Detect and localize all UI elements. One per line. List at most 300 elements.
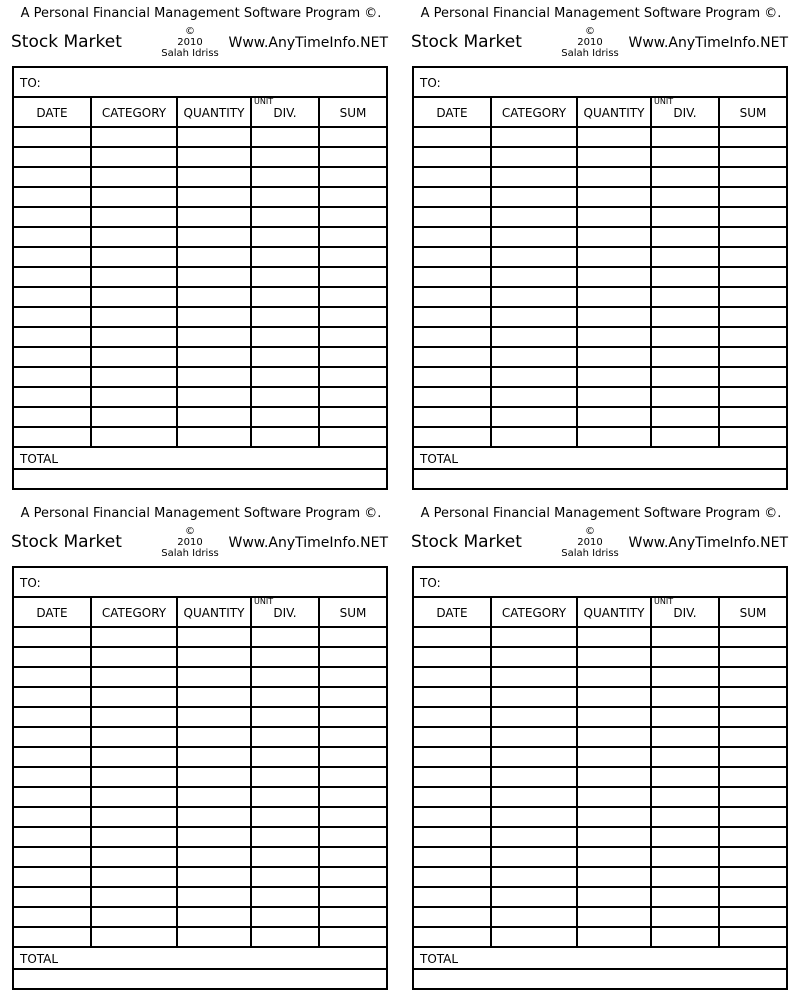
sum-cell[interactable] xyxy=(720,828,786,846)
category-cell[interactable] xyxy=(92,288,178,306)
unit-div-cell[interactable] xyxy=(252,668,320,686)
quantity-cell[interactable] xyxy=(578,168,652,186)
unit-div-cell[interactable] xyxy=(252,628,320,646)
quantity-cell[interactable] xyxy=(578,248,652,266)
sum-cell[interactable] xyxy=(320,808,386,826)
quantity-cell[interactable] xyxy=(178,908,252,926)
sum-cell[interactable] xyxy=(320,168,386,186)
quantity-cell[interactable] xyxy=(578,268,652,286)
unit-div-cell[interactable] xyxy=(652,308,720,326)
category-cell[interactable] xyxy=(92,128,178,146)
unit-div-cell[interactable] xyxy=(252,888,320,906)
category-cell[interactable] xyxy=(92,708,178,726)
date-cell[interactable] xyxy=(14,748,92,766)
quantity-cell[interactable] xyxy=(578,128,652,146)
quantity-cell[interactable] xyxy=(578,188,652,206)
date-cell[interactable] xyxy=(14,848,92,866)
quantity-cell[interactable] xyxy=(178,128,252,146)
sum-cell[interactable] xyxy=(320,788,386,806)
date-cell[interactable] xyxy=(414,628,492,646)
quantity-cell[interactable] xyxy=(178,928,252,946)
unit-div-cell[interactable] xyxy=(252,208,320,226)
quantity-cell[interactable] xyxy=(578,228,652,246)
sum-cell[interactable] xyxy=(720,268,786,286)
date-cell[interactable] xyxy=(14,908,92,926)
quantity-cell[interactable] xyxy=(178,628,252,646)
unit-div-cell[interactable] xyxy=(252,908,320,926)
date-cell[interactable] xyxy=(14,428,92,446)
category-cell[interactable] xyxy=(92,228,178,246)
quantity-cell[interactable] xyxy=(178,188,252,206)
date-cell[interactable] xyxy=(14,808,92,826)
unit-div-cell[interactable] xyxy=(652,908,720,926)
category-cell[interactable] xyxy=(92,208,178,226)
unit-div-cell[interactable] xyxy=(252,288,320,306)
sum-cell[interactable] xyxy=(720,128,786,146)
sum-cell[interactable] xyxy=(720,188,786,206)
category-cell[interactable] xyxy=(492,168,578,186)
quantity-cell[interactable] xyxy=(578,728,652,746)
unit-div-cell[interactable] xyxy=(652,348,720,366)
date-cell[interactable] xyxy=(414,788,492,806)
quantity-cell[interactable] xyxy=(178,288,252,306)
category-cell[interactable] xyxy=(492,228,578,246)
date-cell[interactable] xyxy=(414,708,492,726)
unit-div-cell[interactable] xyxy=(652,388,720,406)
date-cell[interactable] xyxy=(14,208,92,226)
date-cell[interactable] xyxy=(414,868,492,886)
category-cell[interactable] xyxy=(492,768,578,786)
unit-div-cell[interactable] xyxy=(652,708,720,726)
category-cell[interactable] xyxy=(492,348,578,366)
category-cell[interactable] xyxy=(492,428,578,446)
quantity-cell[interactable] xyxy=(578,628,652,646)
date-cell[interactable] xyxy=(14,148,92,166)
sum-cell[interactable] xyxy=(720,328,786,346)
unit-div-cell[interactable] xyxy=(252,308,320,326)
sum-cell[interactable] xyxy=(320,188,386,206)
date-cell[interactable] xyxy=(14,228,92,246)
category-cell[interactable] xyxy=(92,648,178,666)
category-cell[interactable] xyxy=(492,708,578,726)
unit-div-cell[interactable] xyxy=(652,188,720,206)
quantity-cell[interactable] xyxy=(578,648,652,666)
unit-div-cell[interactable] xyxy=(252,368,320,386)
date-cell[interactable] xyxy=(414,128,492,146)
total-value-field[interactable] xyxy=(14,970,386,988)
sum-cell[interactable] xyxy=(320,848,386,866)
sum-cell[interactable] xyxy=(720,248,786,266)
category-cell[interactable] xyxy=(492,748,578,766)
category-cell[interactable] xyxy=(92,348,178,366)
date-cell[interactable] xyxy=(14,368,92,386)
unit-div-cell[interactable] xyxy=(252,128,320,146)
sum-cell[interactable] xyxy=(720,888,786,906)
quantity-cell[interactable] xyxy=(178,788,252,806)
quantity-cell[interactable] xyxy=(178,868,252,886)
category-cell[interactable] xyxy=(92,888,178,906)
date-cell[interactable] xyxy=(14,888,92,906)
unit-div-cell[interactable] xyxy=(252,848,320,866)
quantity-cell[interactable] xyxy=(178,148,252,166)
total-value-field[interactable] xyxy=(414,470,786,488)
category-cell[interactable] xyxy=(92,268,178,286)
category-cell[interactable] xyxy=(492,208,578,226)
date-cell[interactable] xyxy=(414,768,492,786)
date-cell[interactable] xyxy=(414,808,492,826)
unit-div-cell[interactable] xyxy=(652,788,720,806)
category-cell[interactable] xyxy=(92,248,178,266)
unit-div-cell[interactable] xyxy=(252,768,320,786)
sum-cell[interactable] xyxy=(720,908,786,926)
unit-div-cell[interactable] xyxy=(252,268,320,286)
sum-cell[interactable] xyxy=(320,748,386,766)
category-cell[interactable] xyxy=(492,628,578,646)
unit-div-cell[interactable] xyxy=(252,688,320,706)
category-cell[interactable] xyxy=(92,388,178,406)
to-field[interactable] xyxy=(14,568,386,598)
sum-cell[interactable] xyxy=(320,128,386,146)
date-cell[interactable] xyxy=(14,628,92,646)
date-cell[interactable] xyxy=(14,328,92,346)
quantity-cell[interactable] xyxy=(578,148,652,166)
category-cell[interactable] xyxy=(92,788,178,806)
quantity-cell[interactable] xyxy=(578,208,652,226)
unit-div-cell[interactable] xyxy=(652,668,720,686)
category-cell[interactable] xyxy=(92,168,178,186)
sum-cell[interactable] xyxy=(320,688,386,706)
quantity-cell[interactable] xyxy=(178,308,252,326)
date-cell[interactable] xyxy=(14,388,92,406)
quantity-cell[interactable] xyxy=(578,808,652,826)
date-cell[interactable] xyxy=(14,288,92,306)
unit-div-cell[interactable] xyxy=(652,248,720,266)
date-cell[interactable] xyxy=(414,928,492,946)
category-cell[interactable] xyxy=(492,148,578,166)
total-row[interactable] xyxy=(14,448,386,470)
unit-div-cell[interactable] xyxy=(252,148,320,166)
sum-cell[interactable] xyxy=(720,808,786,826)
category-cell[interactable] xyxy=(492,128,578,146)
unit-div-cell[interactable] xyxy=(252,808,320,826)
to-field[interactable] xyxy=(414,68,786,98)
sum-cell[interactable] xyxy=(720,168,786,186)
quantity-cell[interactable] xyxy=(178,748,252,766)
quantity-cell[interactable] xyxy=(178,808,252,826)
quantity-cell[interactable] xyxy=(578,288,652,306)
sum-cell[interactable] xyxy=(320,428,386,446)
unit-div-cell[interactable] xyxy=(652,628,720,646)
unit-div-cell[interactable] xyxy=(652,268,720,286)
sum-cell[interactable] xyxy=(720,628,786,646)
sum-cell[interactable] xyxy=(320,348,386,366)
date-cell[interactable] xyxy=(414,408,492,426)
category-cell[interactable] xyxy=(92,188,178,206)
quantity-cell[interactable] xyxy=(178,768,252,786)
sum-cell[interactable] xyxy=(720,848,786,866)
unit-div-cell[interactable] xyxy=(652,868,720,886)
category-cell[interactable] xyxy=(492,308,578,326)
quantity-cell[interactable] xyxy=(578,388,652,406)
category-cell[interactable] xyxy=(492,828,578,846)
date-cell[interactable] xyxy=(14,248,92,266)
category-cell[interactable] xyxy=(92,848,178,866)
total-value-field[interactable] xyxy=(414,970,786,988)
unit-div-cell[interactable] xyxy=(652,888,720,906)
quantity-cell[interactable] xyxy=(178,328,252,346)
date-cell[interactable] xyxy=(414,328,492,346)
sum-cell[interactable] xyxy=(720,408,786,426)
date-cell[interactable] xyxy=(14,708,92,726)
unit-div-cell[interactable] xyxy=(652,688,720,706)
sum-cell[interactable] xyxy=(720,928,786,946)
date-cell[interactable] xyxy=(14,128,92,146)
sum-cell[interactable] xyxy=(320,248,386,266)
sum-cell[interactable] xyxy=(720,208,786,226)
sum-cell[interactable] xyxy=(320,828,386,846)
unit-div-cell[interactable] xyxy=(652,848,720,866)
date-cell[interactable] xyxy=(414,268,492,286)
unit-div-cell[interactable] xyxy=(252,708,320,726)
date-cell[interactable] xyxy=(14,408,92,426)
category-cell[interactable] xyxy=(92,688,178,706)
date-cell[interactable] xyxy=(414,168,492,186)
sum-cell[interactable] xyxy=(320,268,386,286)
category-cell[interactable] xyxy=(492,908,578,926)
date-cell[interactable] xyxy=(414,748,492,766)
category-cell[interactable] xyxy=(492,368,578,386)
sum-cell[interactable] xyxy=(320,228,386,246)
category-cell[interactable] xyxy=(492,788,578,806)
sum-cell[interactable] xyxy=(320,768,386,786)
unit-div-cell[interactable] xyxy=(252,788,320,806)
category-cell[interactable] xyxy=(92,148,178,166)
quantity-cell[interactable] xyxy=(578,408,652,426)
unit-div-cell[interactable] xyxy=(652,768,720,786)
total-row[interactable] xyxy=(414,448,786,470)
category-cell[interactable] xyxy=(492,808,578,826)
sum-cell[interactable] xyxy=(320,728,386,746)
unit-div-cell[interactable] xyxy=(252,348,320,366)
category-cell[interactable] xyxy=(492,288,578,306)
category-cell[interactable] xyxy=(492,248,578,266)
unit-div-cell[interactable] xyxy=(252,428,320,446)
sum-cell[interactable] xyxy=(320,708,386,726)
unit-div-cell[interactable] xyxy=(652,828,720,846)
date-cell[interactable] xyxy=(414,888,492,906)
category-cell[interactable] xyxy=(492,668,578,686)
quantity-cell[interactable] xyxy=(178,888,252,906)
sum-cell[interactable] xyxy=(720,688,786,706)
unit-div-cell[interactable] xyxy=(252,388,320,406)
sum-cell[interactable] xyxy=(720,228,786,246)
sum-cell[interactable] xyxy=(720,308,786,326)
date-cell[interactable] xyxy=(14,668,92,686)
category-cell[interactable] xyxy=(492,188,578,206)
date-cell[interactable] xyxy=(414,648,492,666)
unit-div-cell[interactable] xyxy=(652,288,720,306)
sum-cell[interactable] xyxy=(720,708,786,726)
sum-cell[interactable] xyxy=(720,288,786,306)
sum-cell[interactable] xyxy=(720,728,786,746)
date-cell[interactable] xyxy=(414,388,492,406)
date-cell[interactable] xyxy=(14,648,92,666)
quantity-cell[interactable] xyxy=(178,668,252,686)
date-cell[interactable] xyxy=(14,348,92,366)
category-cell[interactable] xyxy=(492,888,578,906)
unit-div-cell[interactable] xyxy=(652,168,720,186)
category-cell[interactable] xyxy=(92,328,178,346)
unit-div-cell[interactable] xyxy=(652,648,720,666)
quantity-cell[interactable] xyxy=(178,728,252,746)
unit-div-cell[interactable] xyxy=(652,428,720,446)
unit-div-cell[interactable] xyxy=(252,188,320,206)
sum-cell[interactable] xyxy=(320,388,386,406)
quantity-cell[interactable] xyxy=(578,308,652,326)
unit-div-cell[interactable] xyxy=(252,928,320,946)
sum-cell[interactable] xyxy=(720,368,786,386)
date-cell[interactable] xyxy=(414,248,492,266)
category-cell[interactable] xyxy=(492,688,578,706)
sum-cell[interactable] xyxy=(320,288,386,306)
quantity-cell[interactable] xyxy=(178,348,252,366)
sum-cell[interactable] xyxy=(320,888,386,906)
quantity-cell[interactable] xyxy=(178,388,252,406)
date-cell[interactable] xyxy=(414,208,492,226)
total-value-field[interactable] xyxy=(14,470,386,488)
date-cell[interactable] xyxy=(414,308,492,326)
date-cell[interactable] xyxy=(14,828,92,846)
date-cell[interactable] xyxy=(14,868,92,886)
date-cell[interactable] xyxy=(414,668,492,686)
unit-div-cell[interactable] xyxy=(652,128,720,146)
total-row[interactable] xyxy=(14,948,386,970)
unit-div-cell[interactable] xyxy=(652,208,720,226)
sum-cell[interactable] xyxy=(320,668,386,686)
unit-div-cell[interactable] xyxy=(652,148,720,166)
quantity-cell[interactable] xyxy=(178,268,252,286)
unit-div-cell[interactable] xyxy=(652,408,720,426)
to-field[interactable] xyxy=(414,568,786,598)
date-cell[interactable] xyxy=(14,788,92,806)
date-cell[interactable] xyxy=(414,908,492,926)
unit-div-cell[interactable] xyxy=(652,808,720,826)
to-field[interactable] xyxy=(14,68,386,98)
sum-cell[interactable] xyxy=(720,428,786,446)
quantity-cell[interactable] xyxy=(178,648,252,666)
quantity-cell[interactable] xyxy=(178,408,252,426)
date-cell[interactable] xyxy=(414,288,492,306)
sum-cell[interactable] xyxy=(320,868,386,886)
date-cell[interactable] xyxy=(414,188,492,206)
category-cell[interactable] xyxy=(92,908,178,926)
quantity-cell[interactable] xyxy=(178,368,252,386)
category-cell[interactable] xyxy=(92,808,178,826)
quantity-cell[interactable] xyxy=(578,368,652,386)
category-cell[interactable] xyxy=(92,668,178,686)
category-cell[interactable] xyxy=(92,828,178,846)
unit-div-cell[interactable] xyxy=(252,748,320,766)
quantity-cell[interactable] xyxy=(178,688,252,706)
quantity-cell[interactable] xyxy=(178,208,252,226)
sum-cell[interactable] xyxy=(320,908,386,926)
quantity-cell[interactable] xyxy=(178,228,252,246)
sum-cell[interactable] xyxy=(320,408,386,426)
quantity-cell[interactable] xyxy=(178,828,252,846)
quantity-cell[interactable] xyxy=(178,168,252,186)
unit-div-cell[interactable] xyxy=(252,168,320,186)
category-cell[interactable] xyxy=(92,748,178,766)
quantity-cell[interactable] xyxy=(578,428,652,446)
date-cell[interactable] xyxy=(14,308,92,326)
date-cell[interactable] xyxy=(14,268,92,286)
quantity-cell[interactable] xyxy=(578,328,652,346)
sum-cell[interactable] xyxy=(720,868,786,886)
sum-cell[interactable] xyxy=(720,348,786,366)
sum-cell[interactable] xyxy=(720,648,786,666)
sum-cell[interactable] xyxy=(320,208,386,226)
category-cell[interactable] xyxy=(492,408,578,426)
unit-div-cell[interactable] xyxy=(652,228,720,246)
unit-div-cell[interactable] xyxy=(252,328,320,346)
quantity-cell[interactable] xyxy=(578,908,652,926)
quantity-cell[interactable] xyxy=(578,848,652,866)
unit-div-cell[interactable] xyxy=(252,868,320,886)
category-cell[interactable] xyxy=(492,388,578,406)
sum-cell[interactable] xyxy=(720,748,786,766)
sum-cell[interactable] xyxy=(320,328,386,346)
sum-cell[interactable] xyxy=(720,388,786,406)
quantity-cell[interactable] xyxy=(578,828,652,846)
quantity-cell[interactable] xyxy=(578,768,652,786)
sum-cell[interactable] xyxy=(320,308,386,326)
quantity-cell[interactable] xyxy=(178,708,252,726)
date-cell[interactable] xyxy=(14,688,92,706)
category-cell[interactable] xyxy=(492,848,578,866)
date-cell[interactable] xyxy=(414,368,492,386)
quantity-cell[interactable] xyxy=(578,788,652,806)
category-cell[interactable] xyxy=(492,728,578,746)
date-cell[interactable] xyxy=(14,928,92,946)
quantity-cell[interactable] xyxy=(578,928,652,946)
sum-cell[interactable] xyxy=(720,668,786,686)
category-cell[interactable] xyxy=(492,648,578,666)
quantity-cell[interactable] xyxy=(178,248,252,266)
unit-div-cell[interactable] xyxy=(652,368,720,386)
date-cell[interactable] xyxy=(414,148,492,166)
quantity-cell[interactable] xyxy=(178,848,252,866)
unit-div-cell[interactable] xyxy=(652,748,720,766)
category-cell[interactable] xyxy=(92,768,178,786)
category-cell[interactable] xyxy=(92,628,178,646)
quantity-cell[interactable] xyxy=(578,888,652,906)
category-cell[interactable] xyxy=(92,308,178,326)
quantity-cell[interactable] xyxy=(578,688,652,706)
unit-div-cell[interactable] xyxy=(252,408,320,426)
category-cell[interactable] xyxy=(92,408,178,426)
unit-div-cell[interactable] xyxy=(652,328,720,346)
sum-cell[interactable] xyxy=(720,788,786,806)
date-cell[interactable] xyxy=(414,348,492,366)
sum-cell[interactable] xyxy=(720,148,786,166)
category-cell[interactable] xyxy=(492,268,578,286)
date-cell[interactable] xyxy=(414,828,492,846)
category-cell[interactable] xyxy=(92,868,178,886)
unit-div-cell[interactable] xyxy=(252,228,320,246)
quantity-cell[interactable] xyxy=(578,348,652,366)
date-cell[interactable] xyxy=(14,168,92,186)
sum-cell[interactable] xyxy=(320,148,386,166)
